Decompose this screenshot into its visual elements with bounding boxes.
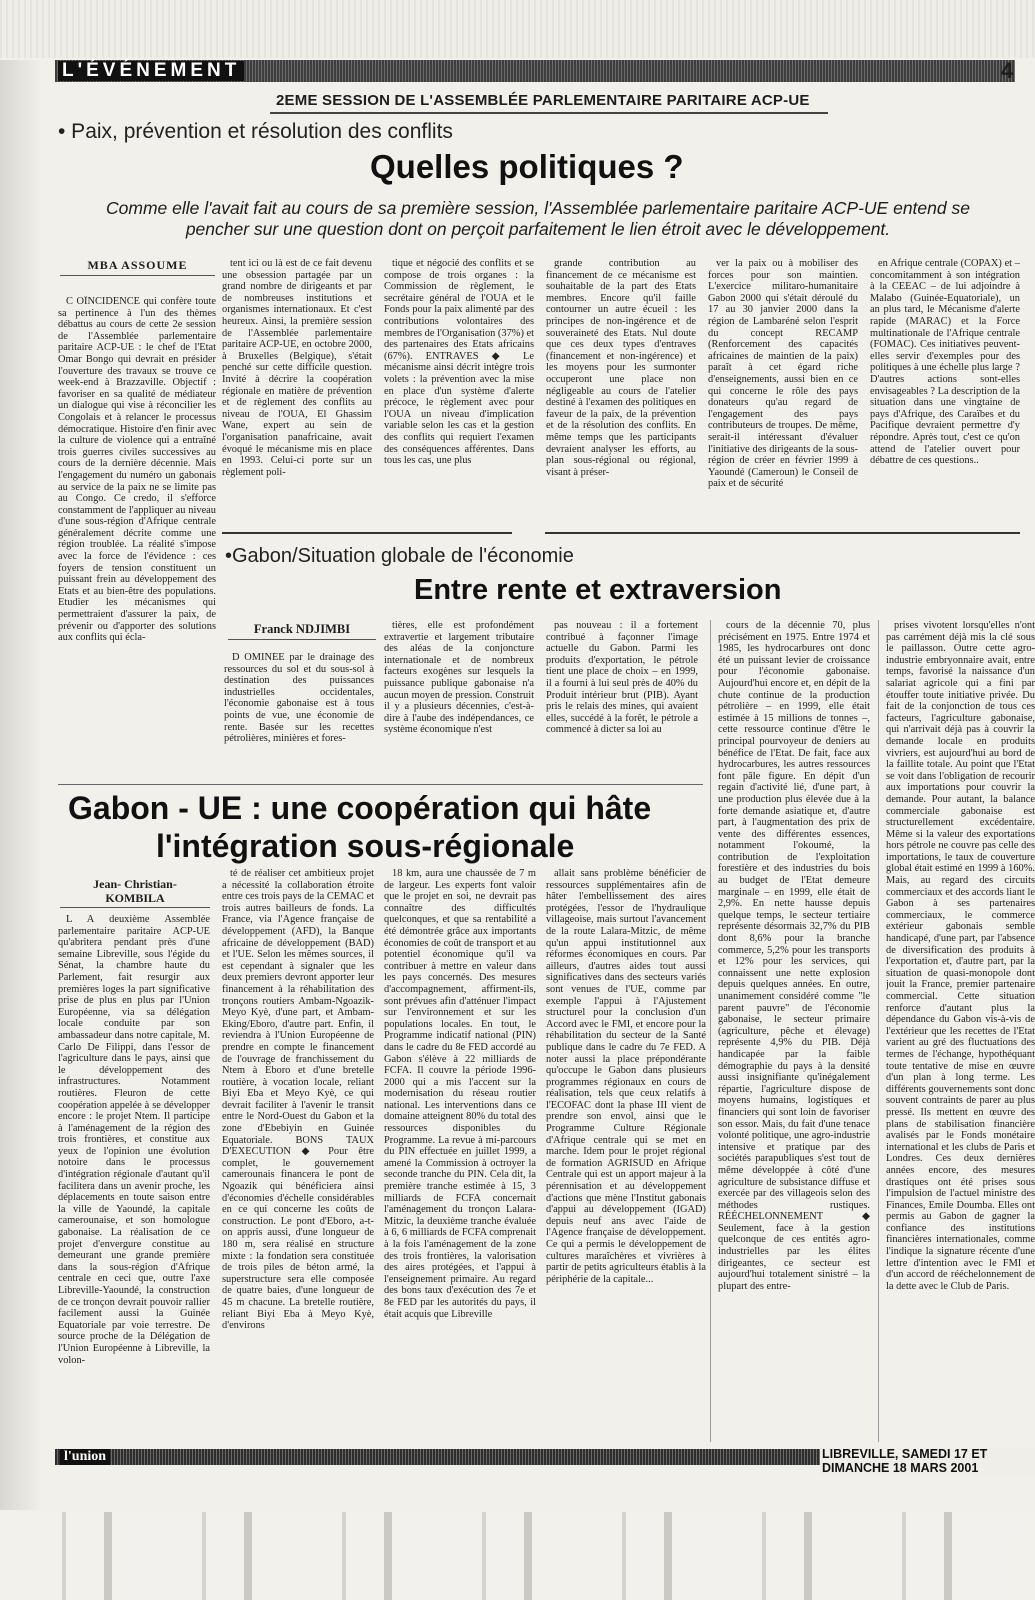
section-divider xyxy=(222,532,512,534)
article3-byline-line2: KOMBILA xyxy=(105,891,165,905)
article2-subhead: •Gabon/Situation globale de l'économie xyxy=(225,545,574,567)
column-rule xyxy=(710,620,711,1442)
page-binding-shadow xyxy=(0,60,40,1510)
section-label: L'ÉVÉNEMENT xyxy=(58,61,244,81)
article1-column-6: en Afrique centrale (COPAX) et – concomitamment à son intégration à la CEEAC – de lui adjoindre à Malabo (Guinée-Equatoriale), un an plus tard, le Mécanisme d'alerte rapide (MARAC) et la Force multinationale de l'Afrique centrale (FOMAC). Ces initiatives peuvent-elles servir d'exemples pour des politiques à une échelle plus large ? D'autres actions sont-elles envisageables ? La description de la situation dans une vingtaine de pays d'Afrique, des Caraïbes et du Pacifique devraient permettre d'y répondre. Après tout, c'est ce qu'on attend de l'atelier ouvert pour débattre de ces questions.. xyxy=(870,258,1020,467)
scan-bottom-edge xyxy=(0,1512,1035,1600)
event-kicker: 2EME SESSION DE L'ASSEMBLÉE PARLEMENTAIRE PARITAIRE ACP-UE xyxy=(276,92,810,109)
article3-byline-line1: Jean- Christian- xyxy=(93,877,177,891)
kicker-rule xyxy=(270,112,828,114)
article1-byline: MBA ASSOUME xyxy=(87,258,188,272)
article3-column-3: 18 km, aura une chaussée de 7 m de largeur. Les experts font valoir que le projet en soi, ne devrait pas connaître des difficultés quelconques, et que sa rentabilité a été démontrée grâce aux importants économies de coût de transport et au potentiel économique qu'il va contribuer à mettre en valeur dans les pays concernés. Des mesures d'accompagnement, affirment-ils, sont prévues afin d'atténuer l'impact sur l'environnement et sur les populations locales. En tout, le Programme indicatif national (PIN) dans le cadre du 8e FED accordé au Gabon s'élève à 22 milliards de FCFA. Il couvre la période 1996-2000 qui a mis l'accent sur la modernisation du réseau routier national. Les interventions dans ce domaine atteignent 80% du total des ressources disponibles du Programme. La revue à mi-parcours du PIN effectuée en juillet 1999, a amené la Commission à octroyer la seconde tranche du PIN. Cela dit, la première tranche estimée à 15, 3 milliards de FCFA concernait l'aménagement du tronçon Lalara-Mitzic, la deuxième tranche évaluée à 6, 6 milliards de FCFA comprenait à la fois l'aménagement de la zone des trois frontières, la valorisation des aires protégées, et l'appui à l'enseignement primaire. Au regard des bons taux d'exécution des 7e et 8e FED par les autorités du pays, il était acquis que Libreville xyxy=(384,868,536,1320)
newspaper-name: l'union xyxy=(60,1449,110,1465)
article3-headline-line1: Gabon - UE : une coopération qui hâte xyxy=(68,790,652,826)
byline-rule xyxy=(228,639,376,640)
article3-column-1: L A deuxième Assemblée parlementaire paritaire ACP-UE qu'abritera pendant près d'une semaine Libreville, sous l'égide du Sénat, la chambre haute du Parlement, fait resurgir aux premières loges la part significative prise de plus en plus par l'Union Européenne, via sa délégation locale conduite par son ambassadeur dans notre capitale, M. Carlo De Filippi, dans l'essor de l'agriculture dans le pays, ainsi que le développement des infrastructures. Notamment routières. Fleuron de cette coopération appelée à se développer encore : le projet Ntem. Il participe à l'aménagement de la région des trois frontières, et constitue aux yeux de l'opinion une évolution notoire dans le processus d'intégration régionale d'autant qu'il facilitera dans un avenir proche, les déplacements en toute saison entre la ville de Yaoundé, la capitale camerounaise, et son homologue gabonaise. La réalisation de ce projet d'envergure constitue au demeurant une grande première dans la sous-région d'Afrique centrale en ceci que, outre l'axe Libreville-Yaoundé, la construction de ce tronçon devrait pouvoir rallier facilement aussi la Guinée Equatoriale par voie terrestre. De source proche de la Délégation de l'Union Européenne à Libreville, la volon- xyxy=(58,914,210,1366)
article3-headline-line2: l'intégration sous-régionale xyxy=(156,828,575,864)
scan-edge xyxy=(0,0,1035,58)
byline-rule xyxy=(60,275,215,276)
article1-column-4: grande contribution au financement de ce mécanisme est souhaitable de la part des Etats membres. Encore qu'il faille contourner un autre écueil : les principes de non-ingérence et de souveraineté des Etats. Nul doute que ces deux types d'entraves (financement et non-ingérence) et les moyens pour les surmonter occuperont une place non négligeable au cours de l'atelier destiné à l'examen des politiques en faveur de la paix, de la prévention et de la résolution des conflits. En même temps que les participants devraient analyser les efforts, au plan sous-régional ou régional, visant à préser- xyxy=(546,258,696,478)
section-divider xyxy=(58,784,703,785)
article1-column-5: ver la paix ou à mobiliser des forces pour son maintien. L'exercice militaro-humanitaire Gabon 2000 qui s'était déroulé du 17 au 30 janvier 2000 dans la région de Lambaréné selon l'esprit du concept RECAMP (Renforcement des capacités africaines de maintien de la paix) paraît à cet égard riche d'enseignements, aussi bien en ce qui concerne le rôle des pays donateurs qu'au regard de l'engagement des pays contributeurs de troupes. De même, serait-il intéressant d'évaluer l'initiative des dirigeants de la sous-région de créer en février 1999 à Yaoundé (Cameroun) le Conseil de paix et de sécurité xyxy=(708,258,858,490)
article1-column-1: C OÏNCIDENCE qui confère toute sa pertinence à l'un des thèmes débattus au cours de cette 2e session de l'Assemblée parlementaire paritaire ACP-UE : le chef de l'Etat Omar Bongo qui devrait en présider l'ouverture des travaux se trouve ce week-end à Brazzaville. Objectif : favoriser en sa qualité de médiateur un dialogue qui vise à réconcilier les Congolais et à relancer le processus démocratique. Histoire d'en finir avec la culture de violence qui a entraîné trois guerres civiles successives au cours de la dernière décennie. Mais l'engagement du numéro un gabonais au service de la paix ne se limite pas au Congo. Ce credo, il s'efforce constamment de l'appliquer au niveau d'une sous-région d'Afrique centrale généralement décrite comme une région troublée. La réalité s'impose avec la force de l'évidence : ces foyers de tension constituent un puissant frein au développement des Etats et au bien-être des populations. Etudier les mécanismes qui permettraient d'assurer la paix, de prévenir ou d'apporter des solutions aux conflits qui écla- xyxy=(58,296,216,644)
article2-column-5: prises vivotent lorsqu'elles n'ont pas carrément déjà mis la clé sous le paillasson. Outre cette agro-industrie embryonnaire avait, entre temps, favorisé la naissance d'un salariat agricole qui a fini par étouffer toute initiative privée. Du fait de la conjonction de tous ces facteurs, l'agriculture gabonaise, qui n'arrivait déjà pas à couvrir la demande locale en produits vivriers, est aujourd'hui au bord de la faillite totale. Au point que l'Etat se voit dans l'obligation de recourir aux importations pour couvrir la demande. Pour autant, la balance commerciale gabonaise est structurellement excédentaire. Même si la valeur des exportations hors pétrole ne couvre pas celle des importations, le taux de couverture global était estimé en 1999 à 160%. Mais, au regard des circuits commerciaux et des accords liant le Gabon à ses partenaires commerciaux, le commerce extérieur gabonais semble handicapé, d'une part, par l'absence de diversification des produits à l'exportation et, d'autre part, par la situation de quasi-monopole dont jouit la France, premier partenaire commercial. Cette situation renforce d'autant plus la dépendance du Gabon vis-à-vis de l'extérieur que les recettes de l'Etat varient au gré des fluctuations des termes de l'échange, hypothéquant toute tentative de mise en œuvre d'un plan à long terme. Les différents gouvernements sont donc souvent contraints de parer au plus pressé. Ils mettent en œuvre des plans de stabilisation financière avalisés par le Fonds monétaire international et les clubs de Paris et Londres. Ces deux dernières années encore, des mesures drastiques ont été prises sous l'impulsion de l'actuel ministre des Finances, Emile Doumba. Elles ont permis au Gabon de gagner la confiance des institutions financières internationales, comme l'indique la signature récente d'une lettre d'intention avec le FMI et d'un accord de rééchelonnement de la dette avec le Club de Paris. xyxy=(886,620,1035,1292)
article3-column-2: té de réaliser cet ambitieux projet a nécessité la collaboration étroite entre ces trois pays de la CEMAC et trois autres bailleurs de fonds. La France, via l'Agence française de développement (AFD), la Banque africaine de développement (BAD) et l'UE. Selon les mêmes sources, il est cependant à signaler que les deux premiers devront apporter leur financement à la réhabilitation des tronçons routiers Ambam-Ngoazik-Meyo Kyè, d'une part, et Ambam-Eking/Eboro, d'autre part. Enfin, il reviendra à l'Union Européenne de prendre en compte le financement de l'ouvrage de franchissement du Ntem à Eboro et d'une bretelle routière, à vocation locale, reliant Biyi Eba et Meyo Kyè, ce qui devrait faciliter à l'avenir le transit entre le Nord-Ouest du Gabon et la zone d'Ebebiyin en Guinée Equatoriale. BONS TAUX D'EXECUTION ◆ Pour être complet, le gouvernement camerounais financera le pont de Ngoazik qui bénéficiera ainsi d'économies d'échelle considérables en ce qui concerne les coûts de construction. Le pont d'Eboro, a-t-on appris aussi, d'une longueur de 180 m, sera réalisé en structure mixte : la fondation sera constituée de trois piles de béton armé, la superstructure sera elle composée de quatre baies, d'une longueur de 45 m chacune. La bretelle routière, reliant Biyi Eba à Meyo Kyè, d'environs xyxy=(222,868,374,1332)
article2-column-2: tières, elle est profondément extravertie et largement tributaire des aléas de la conjoncture internationale et de nombreux facteurs exogènes sur lesquels la puissance publique gabonaise n'a aucun moyen de pression. Construit il y a plusieurs décennies, c'est-à-dire à l'aube des indépendances, ce système économique n'est xyxy=(384,620,534,736)
article2-column-1: D OMINÉE par le drainage des ressources du sol et du sous-sol à destination des puissances industrielles occidentales, l'économie gabonaise est à tous points de vue, une économie de rente. Basée sur les recettes pétrolières, minières et fores- xyxy=(224,652,374,745)
issue-date: LIBREVILLE, SAMEDI 17 ET DIMANCHE 18 MARS 2001 xyxy=(820,1447,1035,1475)
column-rule xyxy=(878,620,879,1442)
article1-subhead: • Paix, prévention et résolution des conflits xyxy=(58,120,453,143)
article2-column-3: pas nouveau : il a fortement contribué à façonner l'image actuelle du Gabon. Parmi les produits d'exportation, le pétrole tient une place de choix – en 1999, il a fourni à lui seul près de 40% du Produit intérieur brut (PIB). Ayant pris le relais des mines, qui avaient elles, succédé à la forêt, le pétrole a commencé à dicter sa loi au xyxy=(546,620,698,736)
article2-byline: Franck NDJIMBI xyxy=(253,622,351,636)
article2-headline: Entre rente et extraversion xyxy=(414,574,782,606)
page-number: 4 xyxy=(1001,58,1014,83)
article1-column-3: tique et négocié des conflits et se compose de trois organes : la Commission de règlement, le secrétaire général de l'OUA et le Fonds pour la paix alimenté par des contributions volontaires des membres de l'Organisation (37%) et des partenaires des Etats africains (67%). ENTRAVES ◆ Le mécanisme ainsi décrit intègre trois volets : la prévention avec la mise en place d'un système d'alerte précoce, le règlement avec pour l'OUA un niveau d'implication variable selon les cas et la gestion des conflits qui requiert l'examen des conséquences afférentes. Dans tous les cas, une plus xyxy=(384,258,534,467)
article3-column-4: allait sans problème bénéficier de ressources supplémentaires afin de hâter l'embellissement des aires protégées, l'essor de l'hydraulique villageoise, mais surtout l'avancement de la route Lalara-Mitzic, de même qu'un appui institutionnel aux réformes économiques en cours. Par ailleurs, d'autres aides tout aussi significatives dans des secteurs variés sont venues de l'UE, comme par exemple l'appui à l'Ajustement structurel pour la conclusion d'un Accord avec le FMI, et encore pour la réhabilitation du secteur de la Santé publique dans le cadre du 7e FED. A noter aussi la place prépondérante qu'occupe le Gabon dans plusieurs programmes régionaux en cours de réalisation, tels que ceux relatifs à l'ECOFAC dont la phase III vient de prendre son envol, ainsi que le Programme Culture Régionale d'Afrique centrale qui se met en marche. Idem pour le projet régional de formation AGRISUD en Afrique Centrale qui est un apport majeur à la pérennisation et au développement d'actions que mène l'Institut gabonais d'appui au développement (IGAD) depuis neuf ans avec l'aide de l'Agence française de développement. Ce qui a permis le développement de cultures maraîchères et vivrières à partir de petits agriculteurs établis à la périphérie de la capitale... xyxy=(546,868,706,1285)
article1-standfirst: Comme elle l'avait fait au cours de sa première session, l'Assemblée parlementaire paritaire ACP-UE entend se pencher sur une question dont on perçoit parfaitement le lien étroit avec le développement. xyxy=(106,198,970,239)
byline-rule xyxy=(60,907,210,908)
article1-column-2: tent ici ou là est de ce fait devenu une obsession partagée par un grand nombre de dirigeants et par de nombreuses institutions et organismes internationaux. Et c'est heureux. Ainsi, la première session de l'Assemblée parlementaire paritaire ACP-UE, en octobre 2000, à Bruxelles (Belgique), s'était penché sur cette difficile question. Invité à décrire la coopération régionale en matière de prévention et de règlement des conflits au niveau de l'OUA, El Ghassim Wane, expert au sein de l'organisation panafricaine, avait évoqué le mécanisme mis en place en 1993. Celui-ci porte sur un règlement poli- xyxy=(222,258,372,478)
section-divider xyxy=(545,532,1020,534)
article1-headline: Quelles politiques ? xyxy=(370,148,684,185)
article2-column-4: cours de la décennie 70, plus précisément en 1975. Entre 1974 et 1985, les hydrocarbures ont donc été un puissant levier de croissance pour l'économie gabonaise. Aujourd'hui encore et, en dépit de la chute continue de la production pétrolière – en 1999, elle était estimée à 15 millions de tonnes –, cette ressource continue d'être le principal pourvoyeur de deniers au bénéfice de l'Etat. De fait, face aux hydrocarbures, les autres ressources font pâle figure. En dépit d'un regain d'activité lié, d'une part, à une production plus élevée due à la forte demande asiatique et, d'autre part, à l'augmentation des prix de vente des différentes essences, notamment l'okoumé, la contribution de l'exploitation forestière et des industries du bois au budget de l'Etat demeure marginale – en 1999, elle était de 2,9%. En nette hausse depuis quelque temps, le secteur tertiaire représente désormais 32,7% du PIB dont 8,6% pour la branche commerce, 5,2% pour les transports et 12% pour les services, qui connaissent une nette explosion depuis quelques années. En outre, unanimement considéré comme "le parent pauvre" de l'économie gabonaise, le secteur primaire (agriculture, pêche et élevage) représente 4,9% du PIB. Déjà handicapée par la faible démographie du pays à la densité aussi insignifiante qu'inégalement répartie, l'agriculture dispose de moyens humains, logistiques et financiers qui sont loin de favoriser son essor. Mais, du fait d'une tenace volonté politique, une agro-industrie intensive et pratique par des sociétés parapubliques s'est tout de même développée à côté d'une agriculture de subsistance diffuse et exercée par des villageois selon des méthodes rustiques. RÉÉCHELONNEMENT ◆ Seulement, face à la gestion quelconque de ces entités agro-industrielles par les élites dirigeantes, ce secteur est aujourd'hui totalement sinistré – la plupart des entre- xyxy=(718,620,870,1292)
